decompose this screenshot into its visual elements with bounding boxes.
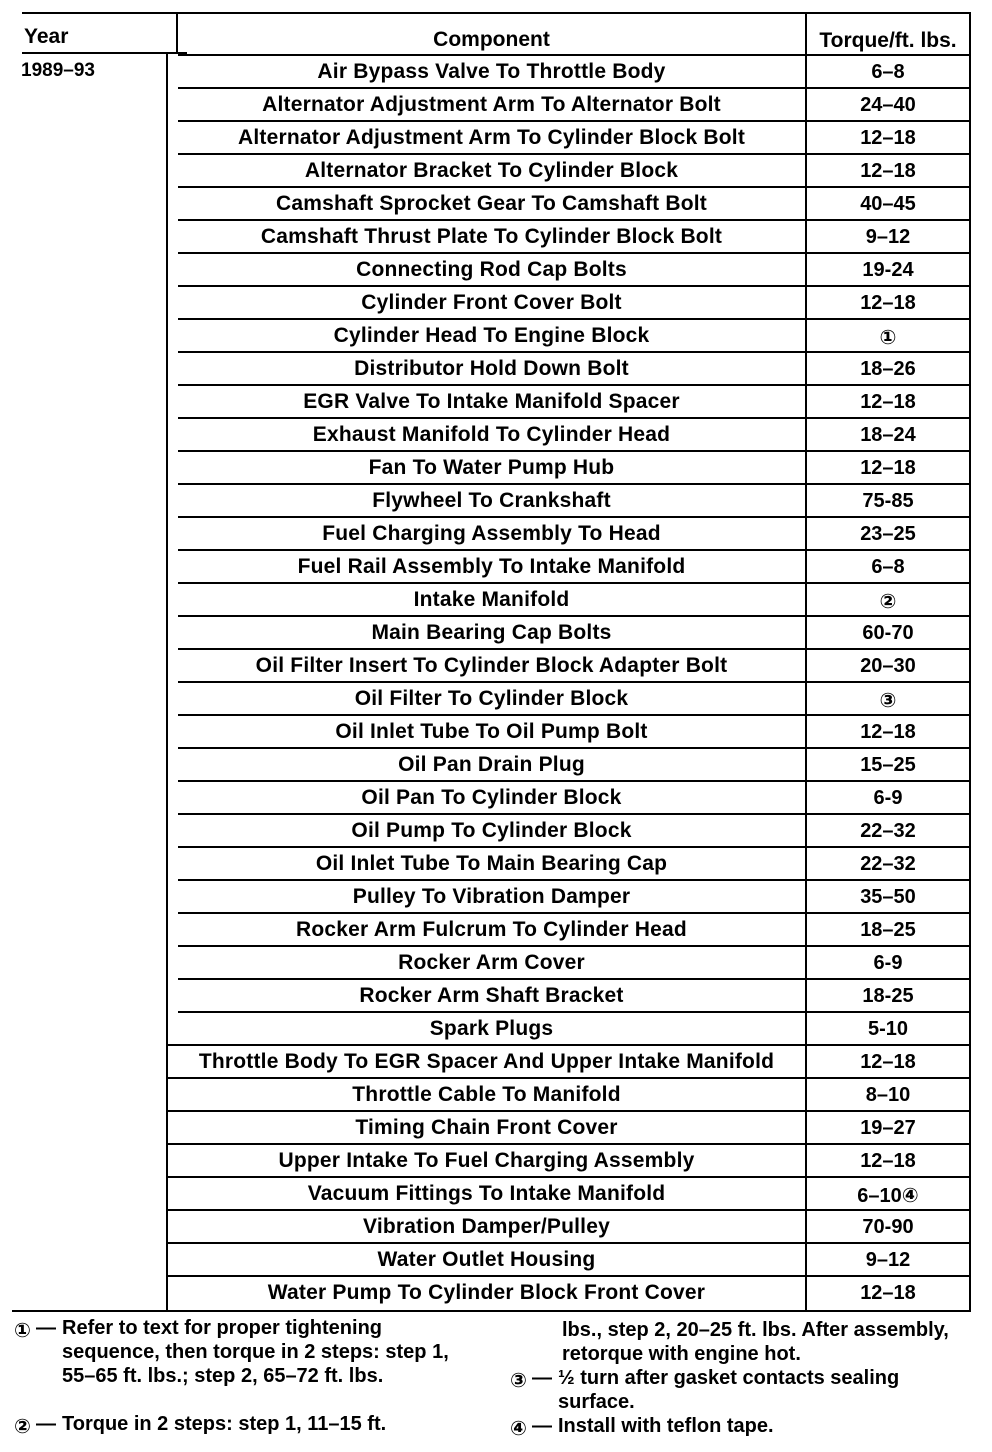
component-cell: Oil Inlet Tube To Main Bearing Cap [315, 852, 668, 875]
table-row [178, 417, 969, 450]
table-row [178, 549, 969, 582]
torque-cell: 60-70 [862, 622, 914, 644]
torque-cell: 12–18 [860, 457, 916, 479]
torque-cell: 9–12 [865, 226, 911, 248]
torque-cell: 12–18 [860, 1051, 916, 1073]
footnote-2-text: Torque in 2 steps: step 1, 11–15 ft. [62, 1413, 387, 1435]
table-right-border [969, 12, 971, 1312]
torque-cell: 18–25 [860, 919, 916, 941]
table-row [178, 747, 969, 780]
table-row [178, 780, 969, 813]
torque-cell: 15–25 [860, 754, 916, 776]
torque-cell: 70-90 [862, 1216, 914, 1238]
torque-cell: ③ [879, 690, 897, 712]
year-value: 1989–93 [21, 60, 95, 81]
torque-cell: 12–18 [860, 721, 916, 743]
table-row [178, 813, 969, 846]
component-cell: Oil Pan To Cylinder Block [361, 786, 622, 809]
torque-cell: 20–30 [860, 655, 916, 677]
footnote-1-dash: — [36, 1317, 56, 1339]
torque-cell: 22–32 [860, 853, 916, 875]
table-row [168, 1242, 969, 1275]
table-row [168, 1044, 969, 1077]
table-row [168, 1209, 969, 1242]
torque-cell: 18-25 [862, 985, 914, 1007]
torque-cell: 9–12 [865, 1249, 911, 1271]
year-header: Year [24, 25, 69, 48]
component-cell: Rocker Arm Fulcrum To Cylinder Head [296, 918, 687, 941]
component-cell: Oil Pan Drain Plug [398, 753, 585, 776]
table-row [178, 846, 969, 879]
torque-cell: 22–32 [860, 820, 916, 842]
torque-cell: 8–10 [865, 1084, 911, 1106]
component-cell: Water Outlet Housing [377, 1248, 596, 1271]
table-row [178, 252, 969, 285]
component-cell: Spark Plugs [429, 1017, 554, 1040]
component-cell: Upper Intake To Fuel Charging Assembly [278, 1149, 695, 1172]
footnote-2-mark: ② [14, 1416, 31, 1438]
table-row [168, 1275, 969, 1308]
table-row [178, 1011, 969, 1044]
torque-spec-table [12, 12, 969, 1312]
table-row [178, 648, 969, 681]
component-cell: Vibration Damper/Pulley [363, 1215, 610, 1238]
torque-cell: 75-85 [862, 490, 914, 512]
component-cell: Cylinder Front Cover Bolt [361, 291, 622, 314]
table-row [178, 351, 969, 384]
table-row [168, 1077, 969, 1110]
torque-cell: 35–50 [860, 886, 916, 908]
table-top-border [22, 12, 969, 14]
table-row [178, 582, 969, 615]
component-cell: Throttle Cable To Manifold [352, 1083, 621, 1106]
torque-cell: 23–25 [860, 523, 916, 545]
component-cell: Cylinder Head To Engine Block [333, 324, 650, 347]
component-cell: Flywheel To Crankshaft [372, 489, 611, 512]
table-row [178, 186, 969, 219]
footnote-3-dash: — [532, 1367, 552, 1389]
footnote-4-text: Install with teflon tape. [558, 1415, 774, 1437]
component-cell: Connecting Rod Cap Bolts [356, 258, 627, 281]
component-cell: Distributor Hold Down Bolt [354, 357, 629, 380]
torque-cell: 18–26 [860, 358, 916, 380]
table-row [178, 384, 969, 417]
torque-cell: 12–18 [860, 1282, 916, 1304]
table-row [178, 153, 969, 186]
torque-cell: 24–40 [860, 94, 916, 116]
table-row [178, 714, 969, 747]
footnote-1-mark: ① [14, 1320, 31, 1342]
component-cell: Main Bearing Cap Bolts [371, 621, 612, 644]
table-row [178, 483, 969, 516]
component-cell: Exhaust Manifold To Cylinder Head [312, 423, 671, 446]
component-cell: Timing Chain Front Cover [355, 1116, 618, 1139]
torque-cell: 12–18 [860, 391, 916, 413]
table-row [168, 1143, 969, 1176]
table-row [178, 285, 969, 318]
table-row [178, 120, 969, 153]
table-row [178, 912, 969, 945]
component-cell: Pulley To Vibration Damper [352, 885, 631, 908]
torque-cell: 12–18 [860, 127, 916, 149]
component-cell: Rocker Arm Cover [398, 951, 585, 974]
component-cell: Oil Pump To Cylinder Block [351, 819, 632, 842]
torque-cell: 12–18 [860, 1150, 916, 1172]
footnote-1-text: Refer to text for proper tightening sequence, then torque in 2 steps: step 1, 55–65 ft. lbs.; step 2, 65–72 ft. lbs. [62, 1317, 449, 1387]
component-header: Component [433, 28, 550, 51]
table-row [178, 87, 969, 120]
component-cell: Vacuum Fittings To Intake Manifold [307, 1182, 666, 1205]
torque-cell: ① [879, 327, 897, 349]
table-row [178, 54, 969, 87]
component-cell: Throttle Body To EGR Spacer And Upper Intake Manifold [198, 1050, 775, 1073]
component-cell: Oil Filter To Cylinder Block [354, 687, 629, 710]
footnote-3-text: ½ turn after gasket contacts sealing surface. [558, 1367, 900, 1413]
torque-cell: 6–8 [871, 556, 905, 578]
torque-cell: 5-10 [867, 1018, 909, 1040]
footnote-4-dash: — [532, 1415, 552, 1437]
component-cell: Oil Filter Insert To Cylinder Block Adapter Bolt [255, 654, 728, 677]
torque-cell: 19–27 [860, 1117, 916, 1139]
table-bottom-border [12, 1310, 971, 1312]
torque-cell: ② [879, 591, 897, 613]
torque-cell: 12–18 [860, 160, 916, 182]
torque-cell: 6-9 [873, 952, 903, 974]
component-cell: Fuel Rail Assembly To Intake Manifold [297, 555, 686, 578]
component-cell: Water Pump To Cylinder Block Front Cover [267, 1281, 706, 1304]
year-header-underline [22, 52, 187, 54]
component-cell: Oil Inlet Tube To Oil Pump Bolt [335, 720, 648, 743]
torque-cell: 18–24 [860, 424, 916, 446]
torque-cell: 40–45 [860, 193, 916, 215]
component-cell: Air Bypass Valve To Throttle Body [317, 60, 666, 83]
component-cell: EGR Valve To Intake Manifold Spacer [303, 390, 680, 413]
footnote-2-continued: lbs., step 2, 20–25 ft. lbs. After assembly, retorque with engine hot. [562, 1319, 949, 1365]
footnote-2-dash: — [36, 1413, 56, 1435]
component-cell: Fan To Water Pump Hub [368, 456, 615, 479]
table-row [178, 219, 969, 252]
torque-cell: 12–18 [860, 292, 916, 314]
torque-cell: 6–10④ [857, 1185, 919, 1207]
component-cell: Alternator Bracket To Cylinder Block [304, 159, 679, 182]
component-cell: Alternator Adjustment Arm To Cylinder Block Bolt [237, 126, 746, 149]
table-row [168, 1110, 969, 1143]
component-cell: Alternator Adjustment Arm To Alternator Bolt [262, 93, 721, 116]
component-cell: Intake Manifold [413, 588, 570, 611]
table-row [178, 516, 969, 549]
torque-cell: 6–8 [871, 61, 905, 83]
table-row [178, 681, 969, 714]
torque-header: Torque/ft. lbs. [819, 29, 957, 52]
table-row [178, 450, 969, 483]
component-cell: Rocker Arm Shaft Bracket [359, 984, 624, 1007]
footnote-3-mark: ③ [510, 1370, 527, 1392]
footnote-4-mark: ④ [510, 1418, 527, 1440]
component-cell: Fuel Charging Assembly To Head [322, 522, 661, 545]
table-row [168, 1176, 969, 1209]
torque-cell: 6-9 [873, 787, 903, 809]
torque-cell: 19-24 [862, 259, 914, 281]
table-row [178, 978, 969, 1011]
component-cell: Camshaft Thrust Plate To Cylinder Block Bolt [260, 225, 723, 248]
component-cell: Camshaft Sprocket Gear To Camshaft Bolt [276, 192, 707, 215]
table-row [178, 945, 969, 978]
table-row [178, 879, 969, 912]
table-row [178, 318, 969, 351]
table-row [178, 615, 969, 648]
